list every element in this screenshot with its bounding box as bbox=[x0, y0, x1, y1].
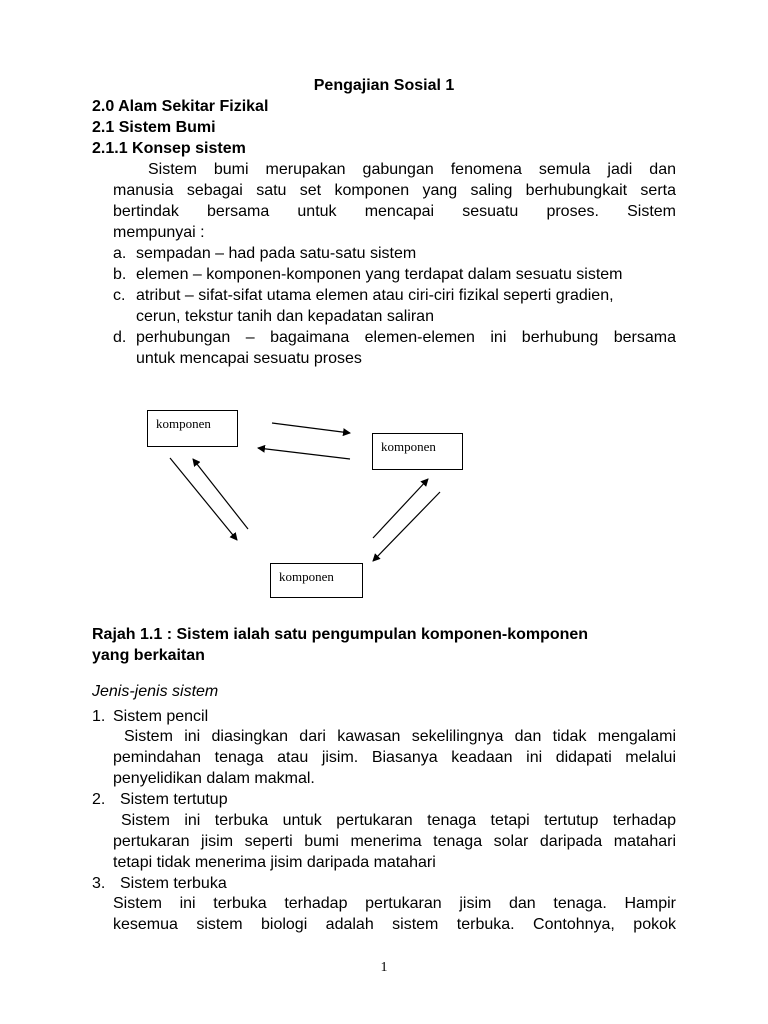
list-item-sempadan: sempadan – had pada satu-satu sistem bbox=[136, 245, 417, 262]
intro-line-2: manusia sebagai satu set komponen yang saling berhubungkait serta bbox=[113, 182, 676, 199]
figure-caption-line-1: Rajah 1.1 : Sistem ialah satu pengumpulan komponen-komponen bbox=[92, 626, 589, 643]
type-pencil-line-3: penyelidikan dalam makmal. bbox=[113, 770, 315, 787]
intro-line-4: mempunyai : bbox=[113, 224, 205, 241]
type-tertutup-line-2: pertukaran jisim seperti bumi menerima tenaga solar daripada matahari bbox=[113, 833, 676, 850]
type-tertutup-line-3: tetapi tidak menerima jisim daripada matahari bbox=[113, 854, 436, 871]
page-number: 1 bbox=[380, 960, 388, 975]
arrow-3-to-1 bbox=[193, 459, 248, 529]
list-item-atribut-cont: cerun, tekstur tanih dan kepadatan saliran bbox=[136, 308, 434, 325]
component-box-2: komponen bbox=[372, 433, 463, 470]
list-item-perhubungan: perhubungan – bagaimana elemen-elemen ini berhubung bersama bbox=[136, 329, 676, 346]
type-terbuka-line-2: kesemua sistem biologi adalah sistem terbuka. Contohnya, pokok bbox=[113, 916, 676, 933]
system-diagram bbox=[0, 395, 768, 605]
type-pencil-line-2: pemindahan tenaga atau jisim. Biasanya keadaan ini didapati melalui bbox=[113, 749, 676, 766]
list-marker-d: d. bbox=[113, 329, 127, 346]
arrow-1-to-3 bbox=[170, 458, 237, 540]
arrow-1-to-2 bbox=[272, 423, 350, 433]
list-item-elemen: elemen – komponen-komponen yang terdapat dalam sesuatu sistem bbox=[136, 266, 623, 283]
type-pencil-line-1: Sistem ini diasingkan dari kawasan sekelilingnya dan tidak mengalami bbox=[124, 728, 676, 745]
type-title-tertutup: Sistem tertutup bbox=[120, 791, 228, 808]
list-marker-c: c. bbox=[113, 287, 126, 304]
types-marker-1: 1. bbox=[92, 708, 106, 725]
list-item-perhubungan-cont: untuk mencapai sesuatu proses bbox=[136, 350, 362, 367]
type-title-pencil: Sistem pencil bbox=[113, 708, 209, 725]
intro-line-1: Sistem bumi merupakan gabungan fenomena semula jadi dan bbox=[148, 161, 676, 178]
arrow-2-to-1 bbox=[258, 448, 350, 459]
arrow-3-to-2 bbox=[373, 479, 428, 538]
list-item-atribut: atribut – sifat-sifat utama elemen atau ciri-ciri fizikal seperti gradien, bbox=[136, 287, 614, 304]
page-title: Pengajian Sosial 1 bbox=[313, 77, 455, 94]
heading-alam-sekitar: 2.0 Alam Sekitar Fizikal bbox=[92, 98, 269, 115]
type-terbuka-line-1: Sistem ini terbuka terhadap pertukaran jisim dan tenaga. Hampir bbox=[113, 895, 676, 912]
types-marker-3: 3. bbox=[92, 875, 106, 892]
figure-caption-line-2: yang berkaitan bbox=[92, 647, 205, 664]
diagram-arrows bbox=[0, 395, 768, 605]
type-title-terbuka: Sistem terbuka bbox=[120, 875, 227, 892]
intro-line-3: bertindak bersama untuk mencapai sesuatu proses. Sistem bbox=[113, 203, 676, 220]
list-marker-a: a. bbox=[113, 245, 127, 262]
types-marker-2: 2. bbox=[92, 791, 106, 808]
types-heading: Jenis-jenis sistem bbox=[92, 683, 219, 700]
component-box-3: komponen bbox=[270, 563, 363, 598]
list-marker-b: b. bbox=[113, 266, 127, 283]
component-box-1: komponen bbox=[147, 410, 238, 447]
heading-sistem-bumi: 2.1 Sistem Bumi bbox=[92, 119, 216, 136]
type-tertutup-line-1: Sistem ini terbuka untuk pertukaran tenaga tetapi tertutup terhadap bbox=[121, 812, 676, 829]
heading-konsep-sistem: 2.1.1 Konsep sistem bbox=[92, 140, 246, 157]
